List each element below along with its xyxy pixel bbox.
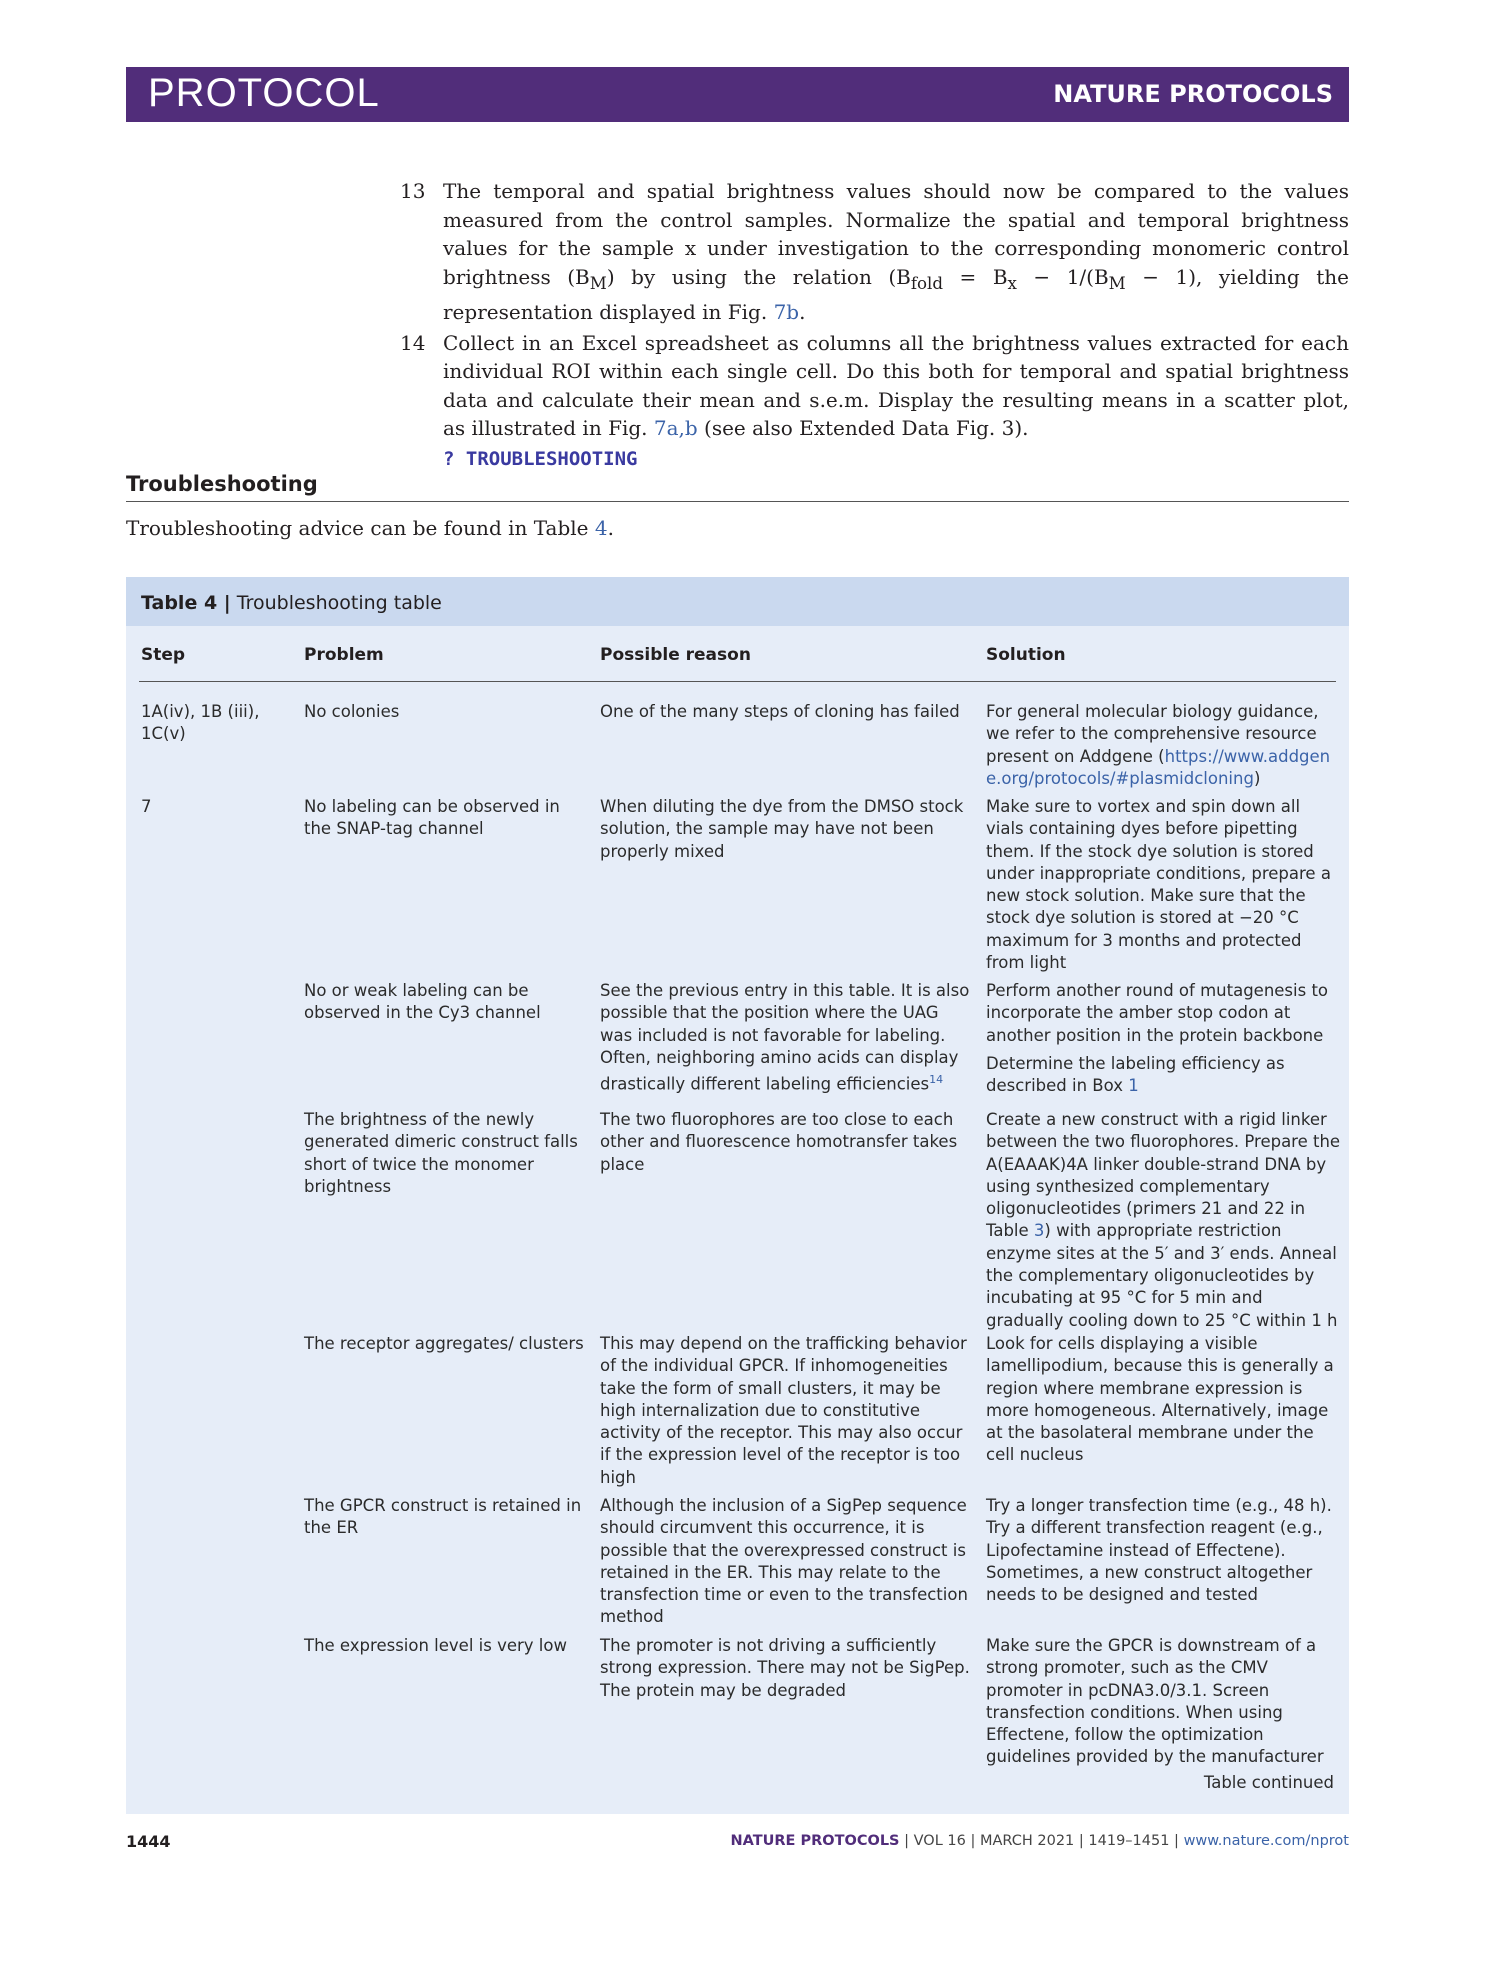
column-header: Step [141, 645, 186, 665]
step-14: 14 Collect in an Excel spreadsheet as columns all the brightness values extracted for each individual ROI within each single cell. Do this both for temporal and spatial brightness data and calculate their mean and s.e.m. Display the resulting means in a scatter plot, as illustrated in Fig. 7a,b (see also Extended Data Fig. 3). [400, 330, 1349, 440]
table-continued: Table continued [1203, 1773, 1334, 1792]
journal-label: NATURE PROTOCOLS [1053, 80, 1333, 108]
reference-link[interactable]: 14 [929, 1073, 944, 1087]
column-header: Possible reason [600, 645, 751, 665]
table-title: Table 4 | Troubleshooting table [126, 577, 1349, 626]
box-link[interactable]: 1 [1128, 1076, 1139, 1096]
table-link[interactable]: 4 [594, 516, 608, 540]
figure-link[interactable]: 7a,b [653, 416, 698, 440]
header-banner [126, 67, 1349, 122]
step-number: 14 [400, 330, 426, 355]
figure-link[interactable]: 7b [773, 300, 800, 324]
procedure-steps [390, 177, 1349, 473]
column-header: Solution [986, 645, 1066, 665]
section-label: PROTOCOL [148, 71, 380, 115]
troubleshooting-link[interactable]: ? TROUBLESHOOTING [443, 447, 638, 470]
troubleshooting-table: Table 4 | Troubleshooting table Step Problem Possible reason Solution 1A(iv), 1B (iii), 1C(v) No colonies One of the many steps of cloning has failed For general molecular biology guidance, we refer to the comprehensive resource present on Addgene (https://www.addgene.org/protocols/#plasmidcloning) 7 No labeling can be observed in the SNAP-tag channel When diluting the dye from the DMSO stock solution, the sample may have not been properly mixed Make sure to vortex and spin down all vials containing dyes before pipetting them. If the stock dye solution is stored under inappropriate conditions, prepare a new stock solution. Make sure that the stock dye solution is stored at −20 °C maximum for 3 months and protected from light No or weak labeling can be observed in the Cy3 channel See the previous entry in this table. It is also possible that the position where the UAG was included is not favorable for labeling. Often, neighboring amino acids can display drastically different labeling efficiencies$^{14}$ Perform another round of mutagenesis to incorporate the amber stop codon at another position in the protein backbone Determine the labeling efficiency as described in Box 1 The brightness of the newly generated dimeric construct falls short of twice the monomer brightness The two fluorophores are too close to each other and fluorescence homotransfer takes place Create a new construct with a rigid linker between the two fluorophores. Prepare the A(EAAAK)4A linker double-strand DNA by using synthesized complementary oligonucleotides (primers 21 and 22 in Table 3) with appropriate restriction enzyme sites at the 5′ and 3′ ends. Anneal the complementary oligonucleotides by incubating at 95 °C for 5 min and gradually cooling down to 25 °C within 1 h The receptor aggregates/ clusters This may depend on the trafficking behavior of the individual GPCR. If inhomogeneities take the form of small clusters, it may be high internalization due to constitutive activity of the receptor. This may also occur if the expression level of the receptor is too high Look for cells displaying a visible lamellipodium, because this is generally a region where membrane expression is more homogeneous. Alternatively, image at the basolateral membrane under the cell nucleus The GPCR construct is retained in the ER Although the inclusion of a SigPep sequence should circumvent this occurrence, it is possible that the overexpressed construct is retained in the ER. This may relate to the transfection time or even to the transfection method Try a longer transfection time (e.g., 48 h). Try a different transfection reagent (e.g., Lipofectamine instead of Effectene). Sometimes, a new construct altogether needs to be designed and tested The expression level is very low The promoter is not driving a sufficiently strong expression. There may not be SigPep. The protein may be degraded Make sure the GPCR is downstream of a strong promoter, such as the CMV promoter in pcDNA3.0/3.1. Screen transfection conditions. When using Effectene, follow the optimization guidelines provided by the manufacturer Table continued [126, 577, 1349, 1814]
footer-citation: NATURE PROTOCOLS | VOL 16 | MARCH 2021 | 1419–1451 | www.nature.com/nprot [730, 1833, 1349, 1849]
step-13: 13 The temporal and spatial brightness values should now be compared to the values measured from the control samples. Normalize the spatial and temporal brightness values for the sample x under investigation to the corresponding monomeric control brightness $(B_M)$ by using the relation ($B_{fold} = B_x - 1/(B_M - 1)$, yielding the representation displayed in Fig. 7b. [400, 179, 1349, 324]
step-number: 13 [400, 179, 426, 203]
addgene-link[interactable]: https://www.addgene.org/protocols/#plasmidcloning [986, 746, 1331, 788]
section-heading: Troubleshooting [126, 472, 1349, 502]
table-link[interactable]: 3 [1033, 1221, 1045, 1241]
column-header: Problem [304, 645, 384, 665]
page-number: 1444 [126, 1832, 171, 1851]
journal-url[interactable]: www.nature.com/nprot [1183, 1833, 1349, 1849]
advice-text: Troubleshooting advice can be found in Table 4. [126, 516, 614, 540]
table-header [139, 626, 1336, 682]
